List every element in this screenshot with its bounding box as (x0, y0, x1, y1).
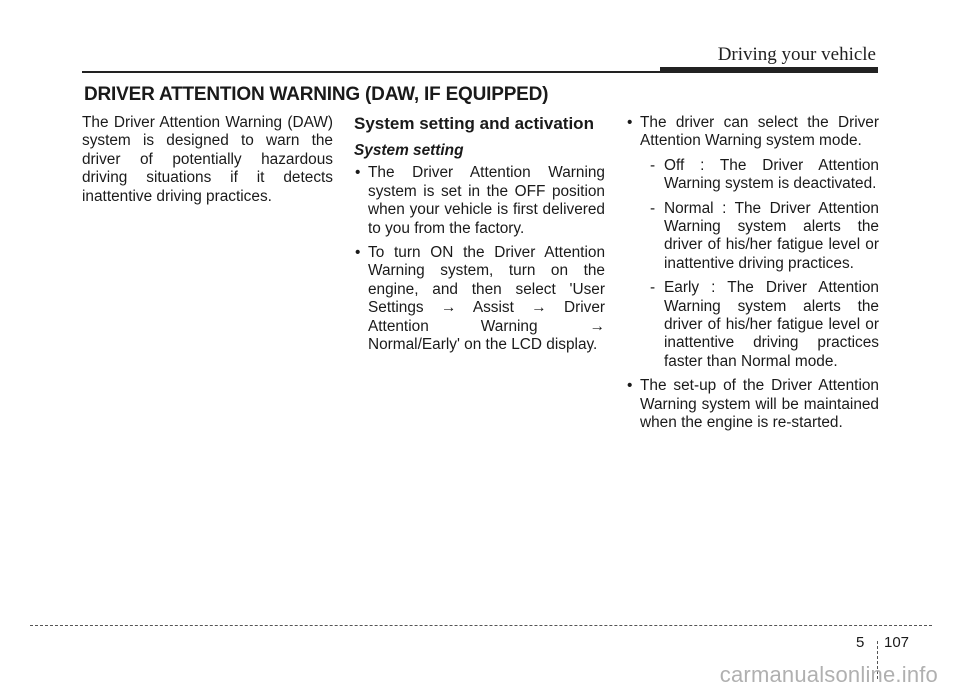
bullet-select-mode-text: The driver can select the Driver Attention Warning system mode. (640, 114, 879, 150)
chapter-title: Driving your vehicle (717, 44, 876, 65)
mode-normal: - Normal : The Driver Attention Warning system alerts the driver of his/her fatigue level or inattentive driving practices. (640, 200, 879, 274)
right-column (626, 114, 879, 439)
mode-bullet-list (626, 114, 879, 433)
mode-dash-list (640, 157, 879, 371)
bullet-turn-on: • To turn ON the Driver Attention Warning system, turn on the engine, and then select 'User Settings → Assist → Driver Attention Warning → Normal/Early' on the LCD display. (354, 244, 605, 354)
header-rule-thick (660, 67, 878, 73)
setting-bullet-list (354, 164, 605, 354)
mode-early: - Early : The Driver Attention Warning system alerts the driver of his/her fatigue level or inattentive driving practices faster than Normal mode. (640, 279, 879, 371)
system-setting-subheading: System setting (354, 142, 464, 159)
mode-off: - Off : The Driver Attention Warning system is deactivated. (640, 157, 879, 194)
system-setting-heading: System setting and activation (354, 114, 594, 133)
chapter-number: 5 (856, 634, 865, 651)
footer-rule (30, 625, 932, 626)
bullet-select-mode (626, 114, 879, 371)
watermark: carmanualsonline.info (719, 662, 938, 687)
left-column (82, 114, 333, 206)
header-rule-thin (82, 71, 662, 73)
section-title: DRIVER ATTENTION WARNING (DAW, IF EQUIPPED) (84, 84, 549, 105)
page-number: 107 (884, 634, 910, 651)
intro-paragraph: The Driver Attention Warning (DAW) system is designed to warn the driver of potentially hazardous driving situations if it detects inattentive driving practices. (82, 114, 333, 205)
bullet-setup-maintained: • The set-up of the Driver Attention Warning system will be maintained when the engine is re-started. (626, 377, 879, 432)
middle-column (354, 114, 605, 360)
bullet-default-off: • The Driver Attention Warning system is set in the OFF position when your vehicle is first delivered to you from the factory. (354, 164, 605, 238)
